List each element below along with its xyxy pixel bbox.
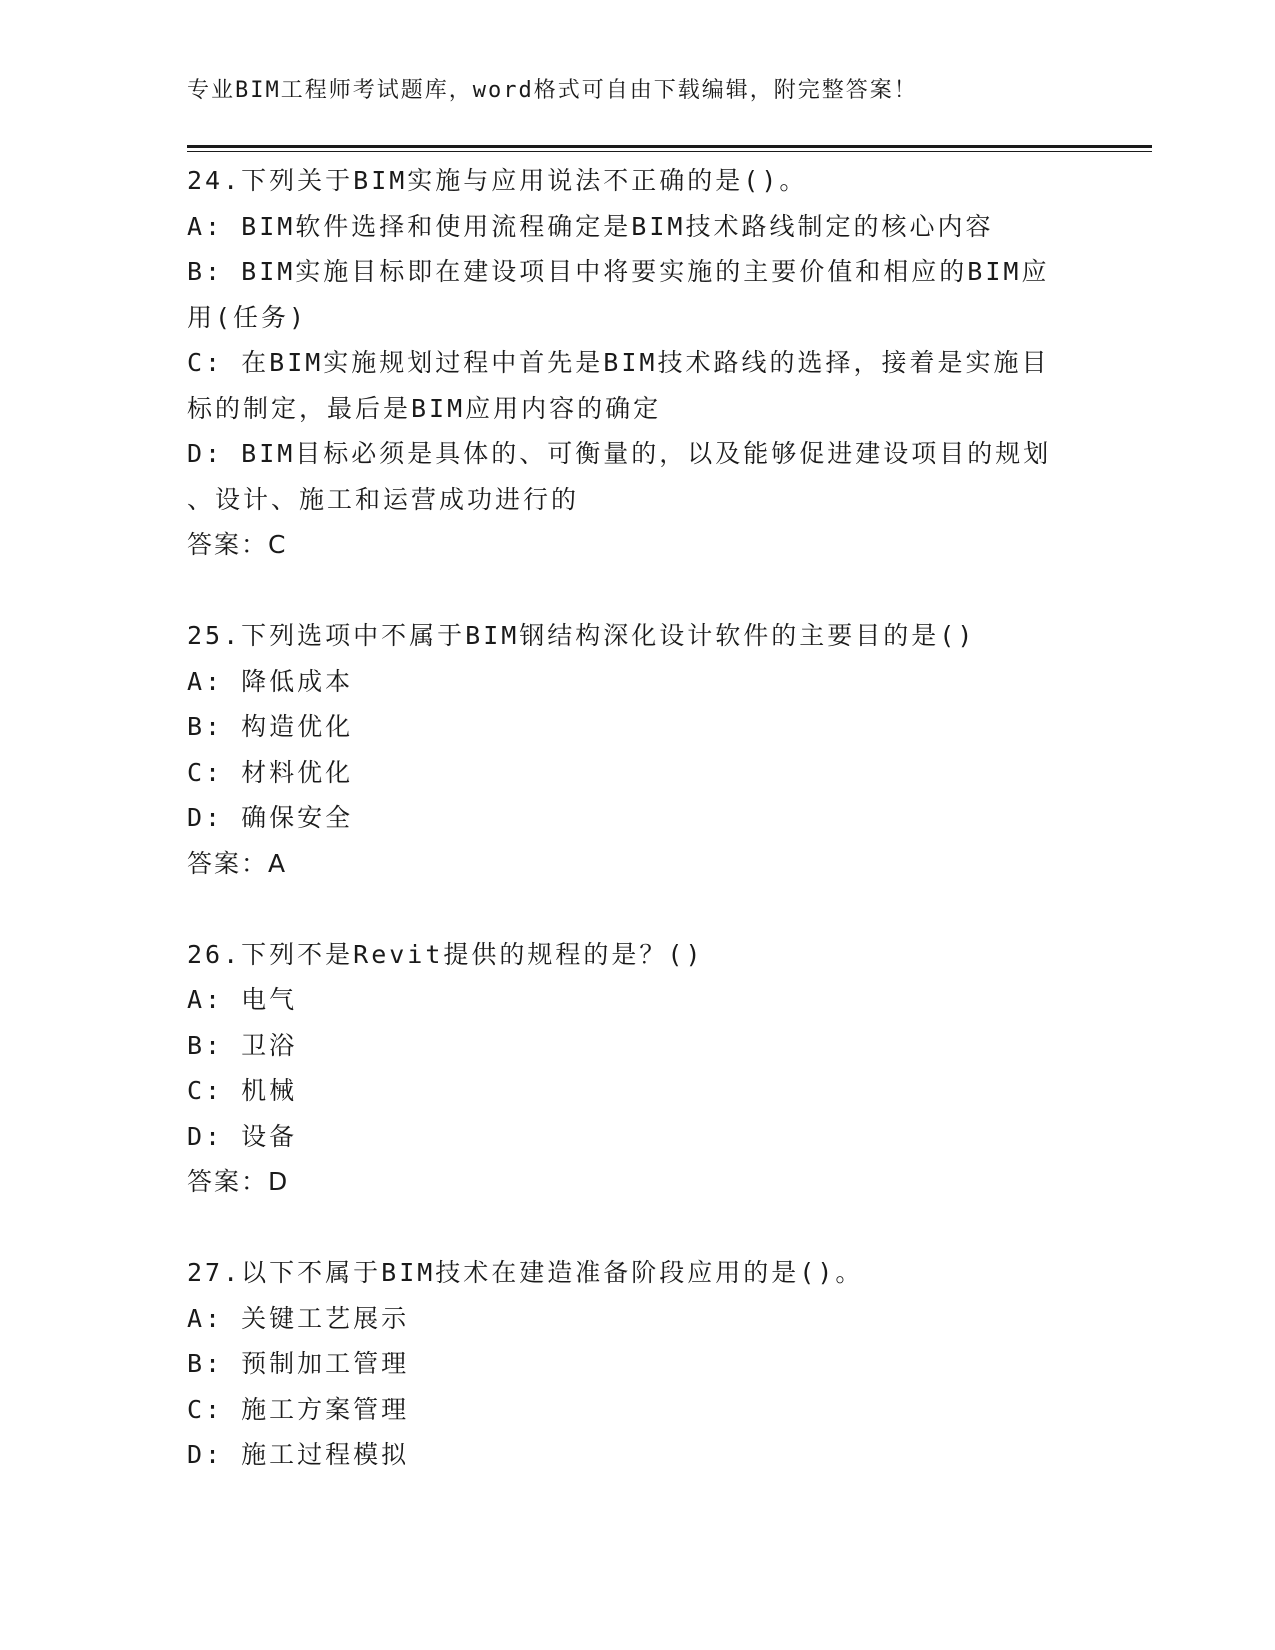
- option-d: D: 设备: [187, 1121, 298, 1151]
- option-b: B: BIM实施目标即在建设项目中将要实施的主要价值和相应的BIM应: [187, 257, 1050, 286]
- header-rule-thin: [187, 151, 1152, 152]
- question-25: [187, 613, 1087, 886]
- question-spacer: [187, 1205, 1087, 1251]
- option-b: B: 预制加工管理: [187, 1349, 410, 1378]
- option-b-continued: 用(任务): [187, 302, 308, 332]
- option-c: C: 机械: [187, 1076, 298, 1105]
- option-d: D: 施工过程模拟: [187, 1440, 410, 1469]
- page-header: 专业BIM工程师考试题库，word格式可自由下载编辑，附完整答案！: [187, 78, 918, 103]
- question-27: [187, 1250, 1087, 1478]
- option-d: D: 确保安全: [187, 803, 354, 832]
- question-stem: 25.下列选项中不属于BIM钢结构深化设计软件的主要目的是(): [187, 621, 976, 650]
- question-stem: 26.下列不是Revit提供的规程的是？(): [187, 939, 704, 969]
- option-d: D: BIM目标必须是具体的、可衡量的，以及能够促进建设项目的规划: [187, 439, 1052, 468]
- question-list: [187, 158, 1087, 1478]
- question-spacer: [187, 568, 1087, 614]
- option-b: B: 构造优化: [187, 712, 354, 741]
- question-stem: 27.以下不属于BIM技术在建造准备阶段应用的是()。: [187, 1258, 864, 1287]
- question-26: [187, 932, 1087, 1205]
- option-d-continued: 、设计、施工和运营成功进行的: [187, 484, 580, 514]
- header-rule-thick: [187, 145, 1152, 148]
- answer: 答案：C: [187, 530, 288, 559]
- option-a: A: 关键工艺展示: [187, 1303, 410, 1333]
- option-c: C: 在BIM实施规划过程中首先是BIM技术路线的选择，接着是实施目: [187, 348, 1050, 377]
- option-c: C: 施工方案管理: [187, 1394, 410, 1424]
- option-c-continued: 标的制定，最后是BIM应用内容的确定: [187, 393, 662, 423]
- option-a: A: 降低成本: [187, 666, 354, 696]
- question-stem: 24.下列关于BIM实施与应用说法不正确的是()。: [187, 166, 808, 195]
- answer: 答案：D: [187, 1167, 290, 1196]
- answer: 答案：A: [187, 848, 288, 878]
- question-spacer: [187, 886, 1087, 932]
- option-a: A: BIM软件选择和使用流程确定是BIM技术路线制定的核心内容: [187, 211, 994, 241]
- option-c: C: 材料优化: [187, 757, 354, 787]
- question-24: [187, 158, 1087, 568]
- option-a: A: 电气: [187, 985, 298, 1014]
- option-b: B: 卫浴: [187, 1030, 298, 1060]
